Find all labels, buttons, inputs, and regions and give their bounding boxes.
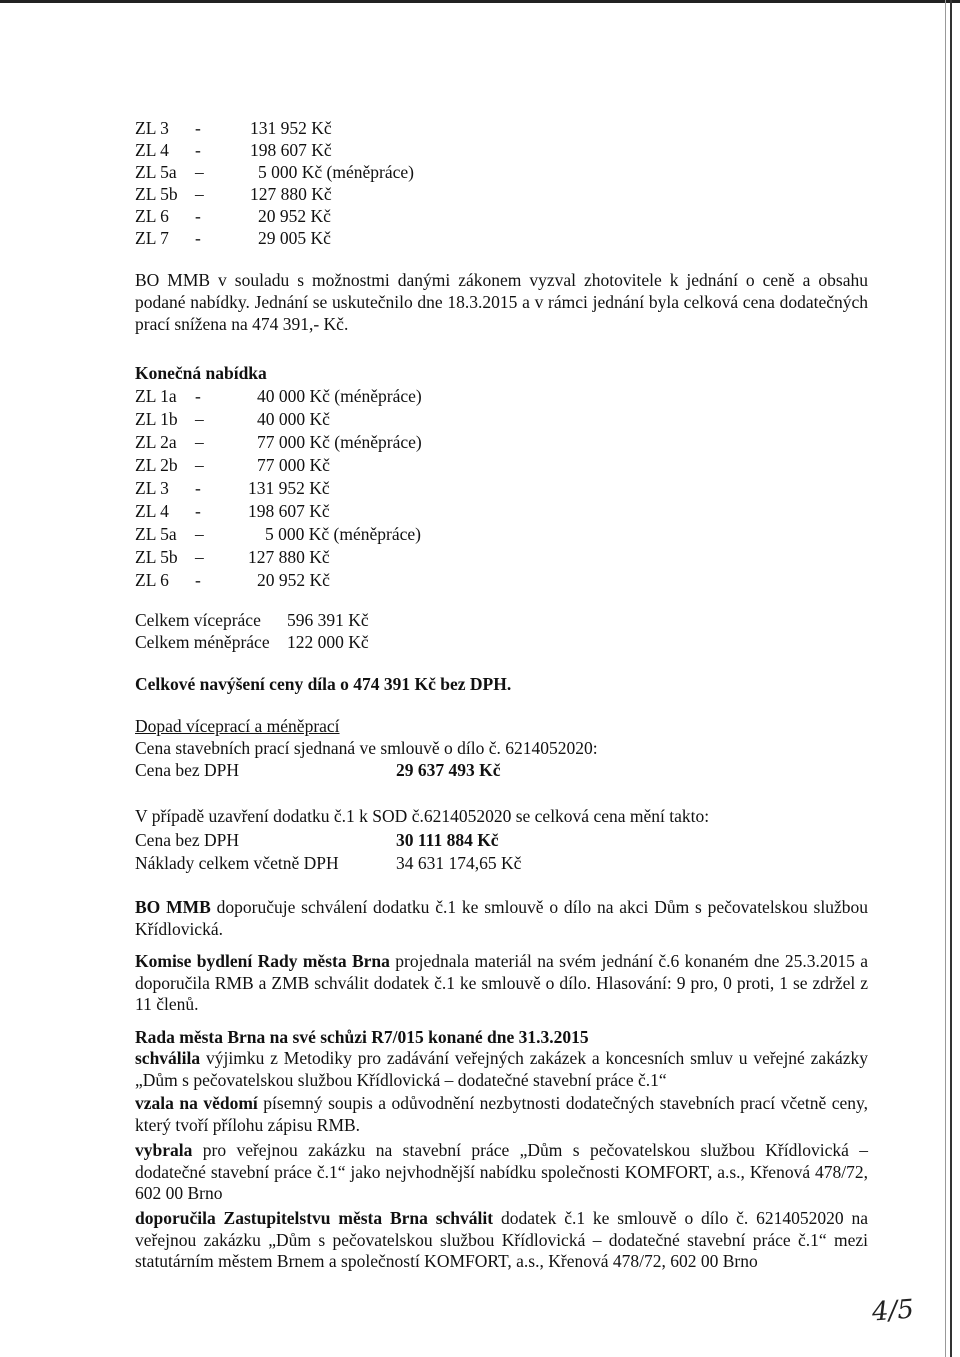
- price-without-vat-value: 29 637 493 Kč: [396, 760, 501, 780]
- list1-code: ZL 7: [135, 228, 169, 248]
- scan-right-border-inner: [945, 0, 946, 1357]
- list2-amount: 5 000 Kč (méněpráce): [265, 524, 421, 544]
- committee-text: projednala materiál na svém jednání č.6 konaném dne 25.3.2015 a doporučila RMB a ZMB schválit dodatek č.1 ke smlouvě o dílo. Hlasování: 9 pro, 0 proti, 1 se zdržel z 11 členů.: [135, 951, 868, 1014]
- list2-code: ZL 2a: [135, 432, 177, 452]
- list2-code: ZL 4: [135, 501, 169, 521]
- committee-paragraph: [135, 951, 868, 1016]
- resolution-text: písemný soupis a odůvodnění nezbytnosti dodatečných stavebních prací včetně ceny, který tvoří přílohu zápisu RMB.: [135, 1093, 868, 1135]
- total-cost-value: 34 631 174,65 Kč: [396, 853, 522, 873]
- committee-subject: Komise bydlení Rady města Brna: [135, 951, 390, 971]
- list1-amount: 127 880 Kč: [250, 184, 332, 204]
- list2-amount: 77 000 Kč: [257, 455, 330, 475]
- list2-code: ZL 3: [135, 478, 169, 498]
- list1-code: ZL 3: [135, 118, 169, 138]
- scan-top-border: [0, 0, 960, 3]
- list2-dash: -: [195, 570, 201, 590]
- list1-dash: -: [195, 228, 201, 248]
- list1-amount: 29 005 Kč: [258, 228, 331, 248]
- list1-code: ZL 5b: [135, 184, 178, 204]
- final-offer-heading: Konečná nabídka: [135, 363, 267, 383]
- list1-amount: 198 607 Kč: [250, 140, 332, 160]
- resolution-verb: vybrala: [135, 1140, 193, 1160]
- total-cost-label: Náklady celkem včetně DPH: [135, 853, 339, 873]
- new-price-value: 30 111 884 Kč: [396, 830, 499, 850]
- list2-amount: 20 952 Kč: [257, 570, 330, 590]
- total-value: 122 000 Kč: [287, 632, 369, 652]
- resolution-noted: [135, 1093, 868, 1136]
- list1-dash: -: [195, 118, 201, 138]
- list1-code: ZL 5a: [135, 162, 177, 182]
- list2-dash: –: [195, 547, 204, 567]
- scan-right-border: [950, 0, 952, 1357]
- list2-dash: –: [195, 409, 204, 429]
- list2-dash: -: [195, 386, 201, 406]
- list2-code: ZL 2b: [135, 455, 178, 475]
- list1-dash: –: [195, 162, 204, 182]
- list2-code: ZL 1a: [135, 386, 177, 406]
- list2-dash: –: [195, 432, 204, 452]
- list2-code: ZL 5b: [135, 547, 178, 567]
- resolution-verb: vzala na vědomí: [135, 1093, 258, 1113]
- list2-amount: 127 880 Kč: [248, 547, 330, 567]
- list2-code: ZL 6: [135, 570, 169, 590]
- resolution-verb: schválila: [135, 1048, 201, 1068]
- total-value: 596 391 Kč: [287, 610, 369, 630]
- impact-heading: Dopad víceprací a méněprací: [135, 716, 340, 736]
- list2-dash: –: [195, 524, 204, 544]
- list1-code: ZL 4: [135, 140, 169, 160]
- list2-dash: -: [195, 478, 201, 498]
- total-label: Celkem vícepráce: [135, 610, 261, 630]
- resolution-text: výjimku z Metodiky pro zadávání veřejných zakázek a koncesních smluv u veřejné zakázky „Dům s pečovatelskou službou Křídlovická – dodatečné stavební práce č.1“: [135, 1048, 868, 1090]
- list2-amount: 198 607 Kč: [248, 501, 330, 521]
- list2-dash: -: [195, 501, 201, 521]
- list2-amount: 131 952 Kč: [248, 478, 330, 498]
- council-heading: Rada města Brna na své schůzi R7/015 konané dne 31.3.2015: [135, 1027, 589, 1047]
- resolution-text: pro veřejnou zakázku na stavební práce „Dům s pečovatelskou službou Křídlovická – dodatečné stavební práce č.1“ jako nejvhodnější nabídku společnosti KOMFORT, a.s., Křenová 478/72, 602 00 Brno: [135, 1140, 868, 1203]
- resolution-text: dodatek č.1 ke smlouvě o dílo č. 6214052020 na veřejnou zakázku „Dům s pečovatelskou službou Křídlovická – dodatečné stavební práce č.1“ mezi statutárním městem Brnem a společností KOMFORT, a.s., Křenová 478/72, 602 00 Brno: [135, 1208, 868, 1271]
- list1-dash: -: [195, 140, 201, 160]
- increase-statement: Celkové navýšení ceny díla o 474 391 Kč bez DPH.: [135, 674, 512, 694]
- contract-price-line: Cena stavebních prací sjednaná ve smlouvě o dílo č. 6214052020:: [135, 738, 598, 758]
- resolution-verb: doporučila Zastupitelstvu města Brna schválit: [135, 1208, 494, 1228]
- price-without-vat-label: Cena bez DPH: [135, 760, 240, 780]
- list1-dash: -: [195, 206, 201, 226]
- list1-dash: –: [195, 184, 204, 204]
- list1-code: ZL 6: [135, 206, 169, 226]
- list2-amount: 77 000 Kč (méněpráce): [257, 432, 422, 452]
- list2-code: ZL 5a: [135, 524, 177, 544]
- resolution-approved: [135, 1048, 868, 1091]
- resolution-selected: [135, 1140, 868, 1205]
- list2-code: ZL 1b: [135, 409, 178, 429]
- list2-dash: –: [195, 455, 204, 475]
- intro-paragraph: BO MMB v souladu s možnostmi danými zákonem vyzval zhotovitele k jednání o ceně a obsahu podané nabídky. Jednání se uskutečnilo dne 18.3.2015 a v rámci jednání byla celková cena dodatečných prací snížena na 474 391,- Kč.: [135, 270, 868, 334]
- list1-amount: 131 952 Kč: [250, 118, 332, 138]
- total-label: Celkem méněpráce: [135, 632, 270, 652]
- amendment-line: V případě uzavření dodatku č.1 k SOD č.6214052020 se celková cena mění takto:: [135, 806, 710, 826]
- list2-amount: 40 000 Kč (méněpráce): [257, 386, 422, 406]
- list1-amount: 20 952 Kč: [258, 206, 331, 226]
- list1-amount: 5 000 Kč (méněpráce): [258, 162, 414, 182]
- handwritten-page-number: 4/5: [871, 1294, 915, 1328]
- list2-amount: 40 000 Kč: [257, 409, 330, 429]
- bo-recommendation-text: doporučuje schválení dodatku č.1 ke smlouvě o dílo na akci Dům s pečovatelskou službou Křídlovická.: [135, 897, 868, 939]
- resolution-recommended: [135, 1208, 868, 1273]
- bo-recommendation-subject: BO MMB: [135, 897, 211, 917]
- bo-recommendation: [135, 897, 868, 940]
- new-price-label: Cena bez DPH: [135, 830, 240, 850]
